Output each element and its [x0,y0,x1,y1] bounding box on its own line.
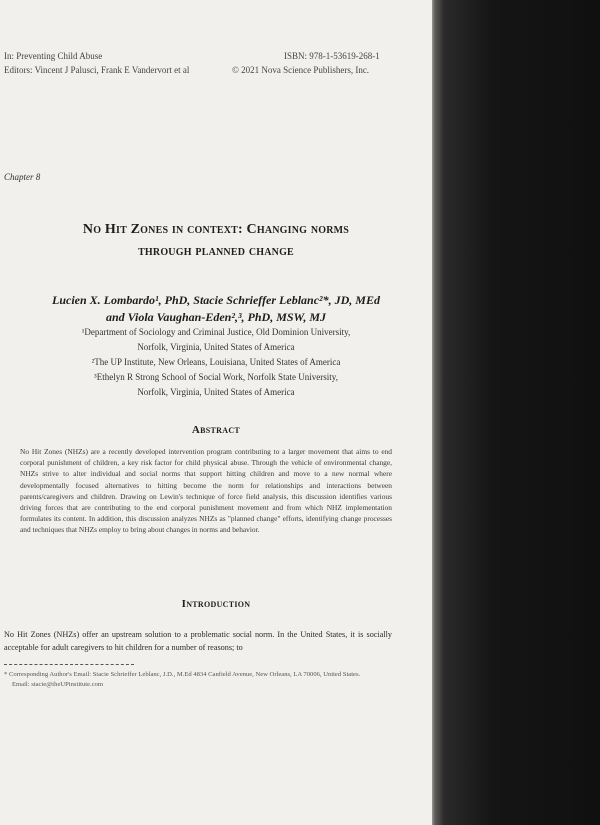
footnote-divider [4,664,134,665]
header-book-title: In: Preventing Child Abuse [4,51,103,61]
introduction-text: No Hit Zones (NHZs) offer an upstream solution to a problematic social norm. In the United States, it is socially acceptable for adult caregivers to hit children for a number of reasons; to [4,630,392,652]
chapter-title-line-1: No Hit Zones in context: Changing norms [82,222,350,237]
header-isbn: ISBN: 978-1-53619-268-1 [284,51,380,61]
chapter-label: Chapter 8 [4,172,41,182]
footnote-line-2: Email: stacie@theUPinstitute.com [12,681,104,688]
footnote-line-1: * Corresponding Author's Email: Stacie Schrieffer Leblanc, J.D., M.Ed 4834 Canfield Avenue, New Orleans, LA 70006, United States. [4,671,361,678]
book-binding-shadow [432,0,600,825]
affiliation-line-1: ¹Department of Sociology and Criminal Justice, Old Dominion University, [81,327,351,337]
header-editors: Editors: Vincent J Palusci, Frank E Vandervort et al [4,65,190,75]
introduction-heading: Introduction [181,598,251,610]
header-copyright: © 2021 Nova Science Publishers, Inc. [232,65,370,75]
abstract-heading: Abstract [191,424,241,436]
affiliation-line-2: Norfolk, Virginia, United States of America [137,342,295,352]
affiliation-line-4: ³Ethelyn R Strong School of Social Work, Norfolk State University, [94,372,338,382]
authors-line-2: and Viola Vaughan-Eden²,³, PhD, MSW, MJ [105,310,327,324]
authors-line-1: Lucien X. Lombardo¹, PhD, Stacie Schrieffer Leblanc²*, JD, MEd [52,293,380,307]
affiliation-line-3: ²The UP Institute, New Orleans, Louisiana, United States of America [91,357,341,367]
abstract-text: No Hit Zones (NHZs) are a recently developed intervention program contributing to a larger movement that aims to end corporal punishment of children, a key risk factor for child physical abuse. Through the vehicle of environmental change, NHZs strive to alter individual and social norms that support hitting children and move to a new normal where developmentally focused alternatives to hitting become the norm for relationships and interactions between parents/caregivers and children. Drawing on Lewin's technique of force field analysis, this discussion identifies various driving forces that are contributing to the end corporal punishment movement and from which NHZ implementation formulates its content. In addition, this discussion analyzes NHZs as "planned change" efforts, identifying change processes and techniques that NHZs employ to bring about changes in norms and behavior. [20,447,392,535]
affiliation-line-5: Norfolk, Virginia, United States of America [137,387,295,397]
chapter-title-line-2: through planned change [138,244,294,259]
